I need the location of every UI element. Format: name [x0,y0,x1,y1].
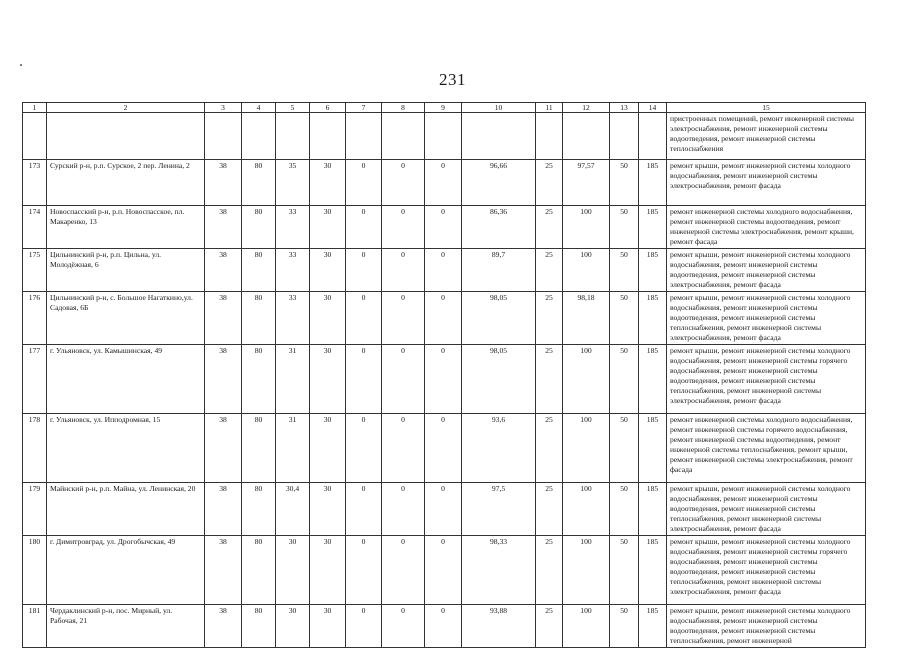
cell-c14: 185 [639,536,667,605]
cell-c12: 100 [563,345,610,414]
table-row [23,160,866,206]
cell-c5: 33 [276,206,310,249]
cell-c14: 185 [639,160,667,206]
cell-c8: 0 [382,536,425,605]
cell-c6: 30 [310,249,346,292]
cell-c6: 30 [310,160,346,206]
cell-c8: 0 [382,605,425,648]
cell-c7: 0 [346,483,382,536]
cell-row-number: 176 [23,292,47,345]
cell-row-number: 174 [23,206,47,249]
cell-c13: 50 [610,605,639,648]
cell-c8: 0 [382,206,425,249]
cell-c13: 50 [610,292,639,345]
cell-c13: 50 [610,345,639,414]
cell-address: Цильнинский р-н, с. Большое Нагаткино,ул. Садовая, 6Б [47,292,205,345]
cell-c9: 0 [425,536,462,605]
cell-c12: 100 [563,483,610,536]
cell-c7: 0 [346,536,382,605]
cell-c8: 0 [382,483,425,536]
cell-c6: 30 [310,483,346,536]
table-row [23,414,866,483]
cell-c8: 0 [382,249,425,292]
cell-c10: 96,66 [462,160,536,206]
column-header-6: 6 [310,103,346,113]
cell-empty [23,113,47,160]
cell-row-number: 179 [23,483,47,536]
column-header-5: 5 [276,103,310,113]
cell-c12: 100 [563,206,610,249]
cell-c9: 0 [425,345,462,414]
cell-c4: 80 [242,160,276,206]
cell-works-continuation: пристроенных помещений, ремонт инженерной системы электроснабжения, ремонт инженерной системы водоотведения, ремонт инженерной системы теплоснабжения [667,113,866,160]
scan-artifact [20,64,22,66]
cell-c5: 30 [276,536,310,605]
cell-c9: 0 [425,483,462,536]
cell-row-number: 180 [23,536,47,605]
cell-c12: 97,57 [563,160,610,206]
column-header-13: 13 [610,103,639,113]
cell-c11: 25 [536,206,563,249]
table-row [23,206,866,249]
cell-address: Цильнинский р-н, р.п. Цильна, ул. Молодёжная, 6 [47,249,205,292]
cell-row-number: 177 [23,345,47,414]
cell-c8: 0 [382,160,425,206]
column-header-15: 15 [667,103,866,113]
cell-c4: 80 [242,292,276,345]
cell-c10: 97,5 [462,483,536,536]
cell-c4: 80 [242,536,276,605]
cell-works: ремонт инженерной системы холодного водоснабжения, ремонт инженерной системы водоотведения, ремонт инженерной системы электроснабжения, ремонт крыши, ремонт фасада [667,206,866,249]
cell-c12: 100 [563,414,610,483]
cell-address: г. Ульяновск, ул. Ипподромная, 15 [47,414,205,483]
cell-c10: 86,36 [462,206,536,249]
cell-c10: 93,88 [462,605,536,648]
continuation-row [23,113,866,160]
cell-c10: 89,7 [462,249,536,292]
column-header-12: 12 [563,103,610,113]
cell-row-number: 181 [23,605,47,648]
cell-c3: 38 [205,249,242,292]
cell-c10: 93,6 [462,414,536,483]
cell-works: ремонт крыши, ремонт инженерной системы холодного водоснабжения, ремонт инженерной системы водоотведения, ремонт инженерной системы теплоснабжения, ремонт инженерной [667,605,866,648]
cell-c14: 185 [639,414,667,483]
cell-c3: 38 [205,536,242,605]
cell-c7: 0 [346,345,382,414]
cell-c6: 30 [310,536,346,605]
cell-c7: 0 [346,605,382,648]
cell-c14: 185 [639,483,667,536]
cell-row-number: 175 [23,249,47,292]
table-row [23,605,866,648]
cell-c14: 185 [639,605,667,648]
cell-c6: 30 [310,414,346,483]
column-header-4: 4 [242,103,276,113]
cell-c5: 33 [276,292,310,345]
cell-c3: 38 [205,345,242,414]
cell-c11: 25 [536,536,563,605]
column-header-2: 2 [47,103,205,113]
cell-c12: 98,18 [563,292,610,345]
column-header-3: 3 [205,103,242,113]
cell-c4: 80 [242,605,276,648]
cell-c13: 50 [610,249,639,292]
cell-c3: 38 [205,483,242,536]
cell-c13: 50 [610,483,639,536]
column-header-9: 9 [425,103,462,113]
cell-c3: 38 [205,206,242,249]
column-header-14: 14 [639,103,667,113]
cell-c14: 185 [639,345,667,414]
cell-c11: 25 [536,292,563,345]
cell-c4: 80 [242,206,276,249]
cell-c8: 0 [382,292,425,345]
cell-c13: 50 [610,414,639,483]
cell-works: ремонт крыши, ремонт инженерной системы холодного водоснабжения, ремонт инженерной системы водоотведения, ремонт инженерной системы теплоснабжения, ремонт инженерной системы электроснабжения, ремонт фасада [667,292,866,345]
cell-c9: 0 [425,206,462,249]
table-row [23,292,866,345]
cell-c4: 80 [242,414,276,483]
column-header-8: 8 [382,103,425,113]
cell-c3: 38 [205,160,242,206]
cell-c7: 0 [346,249,382,292]
cell-c8: 0 [382,345,425,414]
cell-c12: 100 [563,536,610,605]
cell-c11: 25 [536,345,563,414]
cell-row-number: 173 [23,160,47,206]
cell-works: ремонт инженерной системы холодного водоснабжения, ремонт инженерной системы горячего водоснабжения, ремонт инженерной системы водоотведения, ремонт инженерной системы теплоснабжения, ремонт крыши, ремонт инженерной системы электроснабжения, ремонт фасада [667,414,866,483]
table-row [23,249,866,292]
cell-c6: 30 [310,605,346,648]
cell-address: Майнский р-н, р.п. Майна, ул. Ленинская, 20 [47,483,205,536]
cell-c8: 0 [382,414,425,483]
cell-c11: 25 [536,414,563,483]
cell-c7: 0 [346,292,382,345]
cell-c6: 30 [310,345,346,414]
cell-c10: 98,05 [462,292,536,345]
cell-c5: 30 [276,605,310,648]
cell-address: Чердаклинский р-н, пос. Мирный, ул. Рабочая, 21 [47,605,205,648]
header-row [23,103,866,113]
cell-c5: 33 [276,249,310,292]
cell-c13: 50 [610,206,639,249]
cell-c6: 30 [310,292,346,345]
cell-address: г. Димитровград, ул. Дрогобычская, 49 [47,536,205,605]
cell-c13: 50 [610,160,639,206]
cell-works: ремонт крыши, ремонт инженерной системы холодного водоснабжения, ремонт инженерной системы горячего водоснабжения, ремонт инженерной системы водоотведения, ремонт инженерной системы теплоснабжения, ремонт инженерной системы электроснабжения, ремонт фасада [667,345,866,414]
cell-c3: 38 [205,292,242,345]
cell-c7: 0 [346,414,382,483]
page-number: 231 [439,70,466,89]
cell-c9: 0 [425,160,462,206]
cell-c14: 185 [639,249,667,292]
cell-c5: 31 [276,414,310,483]
cell-c5: 35 [276,160,310,206]
cell-c4: 80 [242,249,276,292]
cell-c11: 25 [536,160,563,206]
column-header-7: 7 [346,103,382,113]
cell-works: ремонт крыши, ремонт инженерной системы холодного водоснабжения, ремонт инженерной системы горячего водоснабжения, ремонт инженерной системы водоотведения, ремонт инженерной системы теплоснабжения, ремонт инженерной системы электроснабжения, ремонт фасада [667,536,866,605]
cell-c5: 30,4 [276,483,310,536]
column-header-1: 1 [23,103,47,113]
cell-works: ремонт крыши, ремонт инженерной системы холодного водоснабжения, ремонт инженерной системы водоотведения, ремонт инженерной системы теплоснабжения, ремонт инженерной системы электроснабжения, ремонт фасада [667,483,866,536]
cell-row-number: 178 [23,414,47,483]
table-body [23,113,866,648]
column-header-10: 10 [462,103,536,113]
cell-c10: 98,05 [462,345,536,414]
table-row [23,536,866,605]
cell-c3: 38 [205,414,242,483]
cell-empty [47,113,205,160]
cell-c9: 0 [425,605,462,648]
cell-c9: 0 [425,249,462,292]
cell-c11: 25 [536,605,563,648]
cell-c7: 0 [346,160,382,206]
cell-c3: 38 [205,605,242,648]
cell-address: г. Ульяновск, ул. Камышинская, 49 [47,345,205,414]
cell-address: Новоспасский р-н, р.п. Новоспасское, пл. Макаренко, 13 [47,206,205,249]
repair-register-table [22,102,866,648]
cell-c9: 0 [425,292,462,345]
cell-c11: 25 [536,483,563,536]
cell-c4: 80 [242,483,276,536]
cell-c14: 185 [639,292,667,345]
cell-c9: 0 [425,414,462,483]
cell-c13: 50 [610,536,639,605]
cell-c12: 100 [563,605,610,648]
cell-c12: 100 [563,249,610,292]
cell-c14: 185 [639,206,667,249]
table-row [23,483,866,536]
cell-c5: 31 [276,345,310,414]
table-row [23,345,866,414]
cell-c4: 80 [242,345,276,414]
cell-c7: 0 [346,206,382,249]
cell-c6: 30 [310,206,346,249]
cell-address: Сурский р-н, р.п. Сурское, 2 пер. Ленина, 2 [47,160,205,206]
cell-works: ремонт крыши, ремонт инженерной системы холодного водоснабжения, ремонт инженерной системы водоотведения, ремонт инженерной системы электроснабжения, ремонт фасада [667,249,866,292]
cell-works: ремонт крыши, ремонт инженерной системы холодного водоснабжения, ремонт инженерной системы электроснабжения, ремонт фасада [667,160,866,206]
cell-c10: 98,33 [462,536,536,605]
column-header-11: 11 [536,103,563,113]
cell-c11: 25 [536,249,563,292]
